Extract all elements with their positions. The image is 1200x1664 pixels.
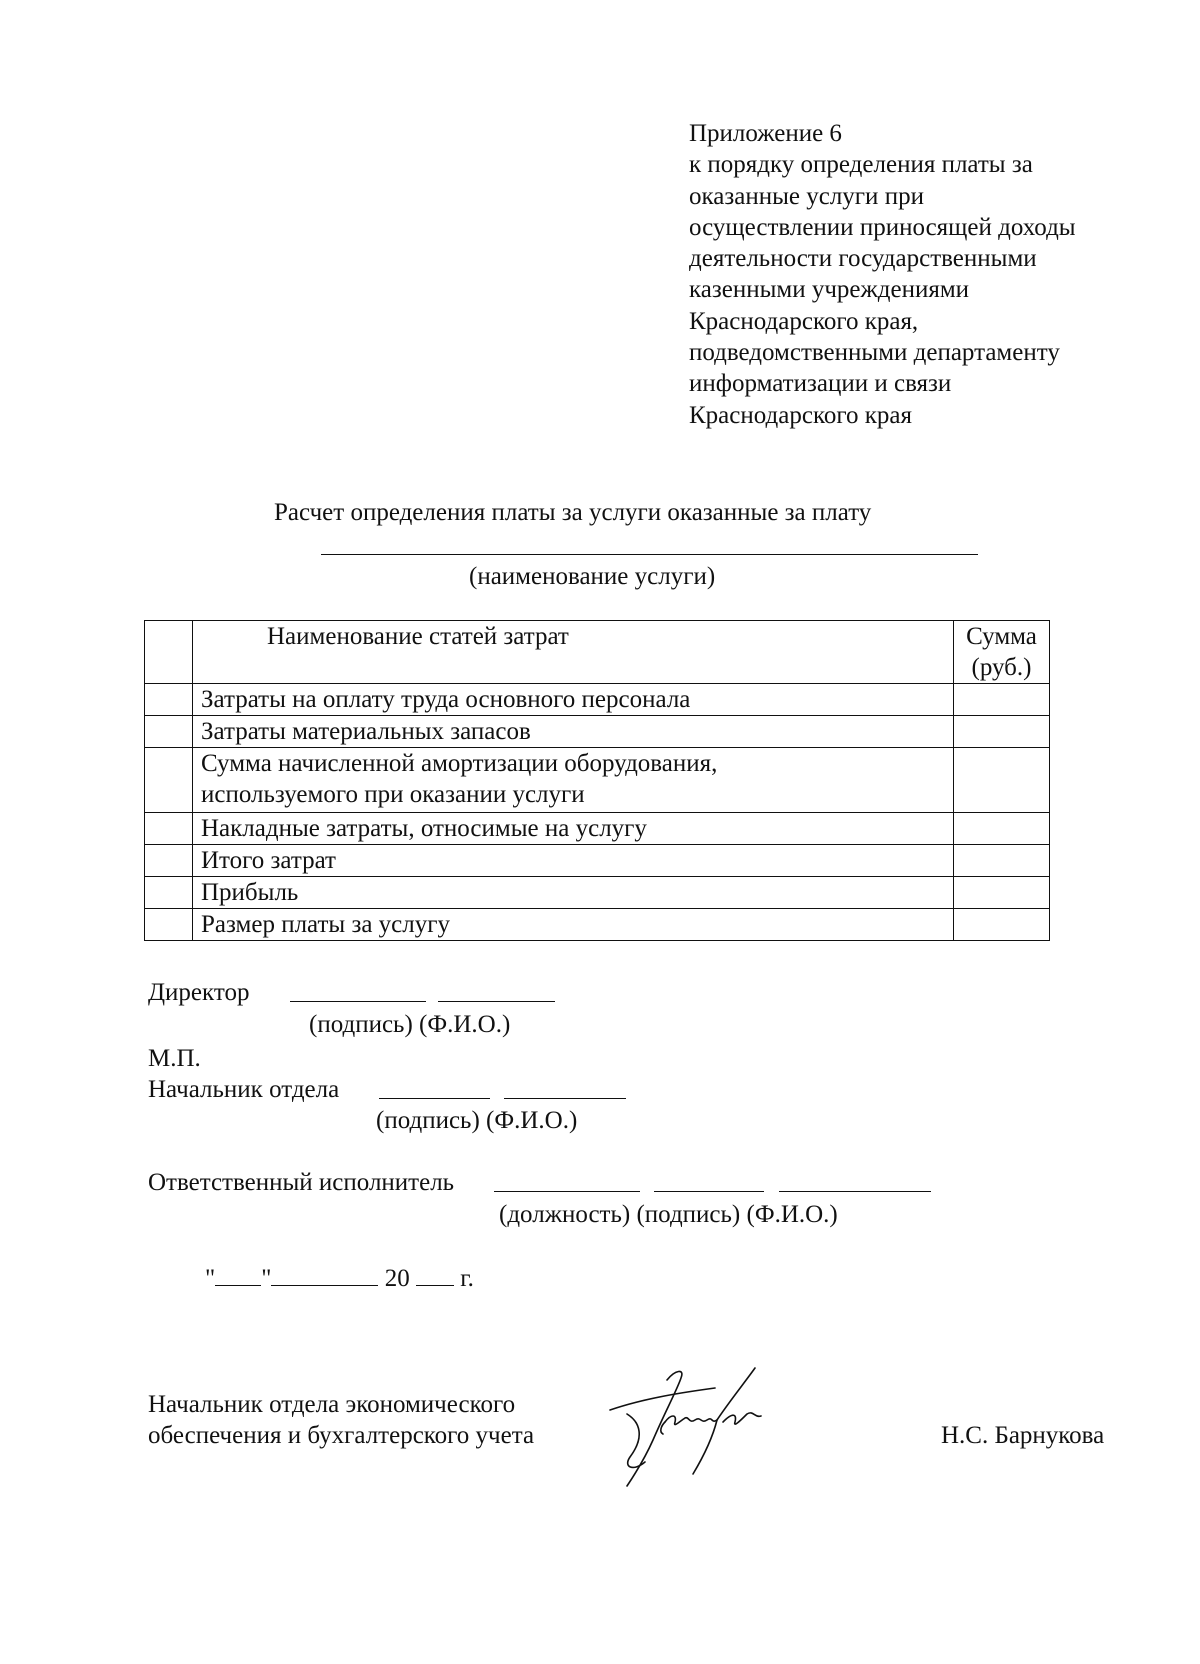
head-sign-lines <box>379 1074 626 1107</box>
footer-position-line1: Начальник отдела экономического <box>148 1391 516 1418</box>
head-caption: (подпись) (Ф.И.О.) <box>376 1107 578 1134</box>
table-cell-empty <box>145 621 193 684</box>
appendix-line: информатизации и связи <box>689 370 952 398</box>
executor-signature-line <box>654 1167 764 1192</box>
table-row <box>145 813 1050 845</box>
executor-sign-lines <box>494 1167 931 1200</box>
director-sign-lines <box>290 977 555 1010</box>
header-sum-line1: Сумма <box>966 623 1037 650</box>
date-line <box>205 1261 474 1294</box>
cost-item-sum <box>954 748 1050 813</box>
table-cell-empty <box>145 909 193 941</box>
cost-item-label: Затраты на оплату труда основного персонала <box>193 684 954 716</box>
table-header-row <box>145 621 1050 684</box>
cost-item-label: Размер платы за услугу <box>193 909 954 941</box>
executor-label: Ответственный исполнитель <box>148 1169 455 1196</box>
director-signature-line <box>290 977 426 1002</box>
handwritten-signature <box>605 1362 805 1492</box>
stamp-label: М.П. <box>148 1045 201 1072</box>
header-sum-line2: (руб.) <box>971 654 1032 681</box>
director-name-line <box>438 977 555 1002</box>
table-row <box>145 909 1050 941</box>
table-cell-empty <box>145 716 193 748</box>
cost-item-sum <box>954 877 1050 909</box>
cost-item-label: Прибыль <box>193 877 954 909</box>
appendix-line: Краснодарского края <box>689 401 912 429</box>
service-name-caption: (наименование услуги) <box>469 563 716 590</box>
date-quote-open: " <box>205 1265 216 1292</box>
appendix-line: казенными учреждениями <box>689 276 970 304</box>
appendix-line: к порядку определения платы за <box>689 151 1033 179</box>
appendix-header <box>689 118 1076 431</box>
table-cell-empty <box>145 748 193 813</box>
date-day-blank <box>215 1261 261 1286</box>
cost-item-sum <box>954 909 1050 941</box>
cost-item-sum <box>954 684 1050 716</box>
footer-position-line2: обеспечения и бухгалтерского учета <box>148 1422 535 1449</box>
cost-item-sum <box>954 716 1050 748</box>
appendix-line: осуществлении приносящей доходы <box>689 213 1076 241</box>
cost-item-sum <box>954 813 1050 845</box>
cost-item-label <box>193 748 954 813</box>
table-cell-empty <box>145 845 193 877</box>
date-month-blank <box>271 1261 378 1286</box>
date-suffix: г. <box>460 1265 474 1292</box>
cost-item-label: Накладные затраты, относимые на услугу <box>193 813 954 845</box>
head-label: Начальник отдела <box>148 1076 340 1103</box>
date-year-blank <box>416 1261 454 1286</box>
appendix-line: Краснодарского края, <box>689 307 919 335</box>
date-year-prefix: 20 <box>384 1265 410 1292</box>
executor-position-line <box>494 1167 640 1192</box>
header-cost-name: Наименование статей затрат <box>193 621 954 684</box>
director-caption: (подпись) (Ф.И.О.) <box>309 1011 511 1038</box>
table-cell-empty <box>145 877 193 909</box>
table-row <box>145 684 1050 716</box>
table-row <box>145 748 1050 813</box>
service-name-line <box>321 554 978 555</box>
cost-item-label: Затраты материальных запасов <box>193 716 954 748</box>
head-signature-line <box>379 1074 490 1099</box>
footer-name: Н.С. Барнукова <box>941 1422 1105 1449</box>
cost-item-label: Итого затрат <box>193 845 954 877</box>
table-row <box>145 877 1050 909</box>
table-row <box>145 845 1050 877</box>
appendix-line: оказанные услуги при <box>689 182 924 210</box>
cost-item-sum <box>954 845 1050 877</box>
date-quote-close: " <box>261 1265 272 1292</box>
table-cell-empty <box>145 813 193 845</box>
executor-caption: (должность) (подпись) (Ф.И.О.) <box>499 1201 838 1228</box>
appendix-line: деятельности государственными <box>689 245 1037 273</box>
head-name-line <box>504 1074 626 1099</box>
appendix-line: подведомственными департаменту <box>689 339 1060 367</box>
table-row <box>145 716 1050 748</box>
cost-item-label-line1: Сумма начисленной амортизации оборудования, <box>201 750 718 777</box>
table-cell-empty <box>145 684 193 716</box>
header-sum <box>954 621 1050 684</box>
cost-table <box>144 620 1050 941</box>
director-label: Директор <box>148 979 250 1006</box>
appendix-line: Приложение 6 <box>689 120 842 147</box>
executor-name-line <box>779 1167 931 1192</box>
document-title: Расчет определения платы за услуги оказанные за плату <box>274 499 872 526</box>
cost-item-label-line2: используемого при оказании услуги <box>201 781 585 808</box>
